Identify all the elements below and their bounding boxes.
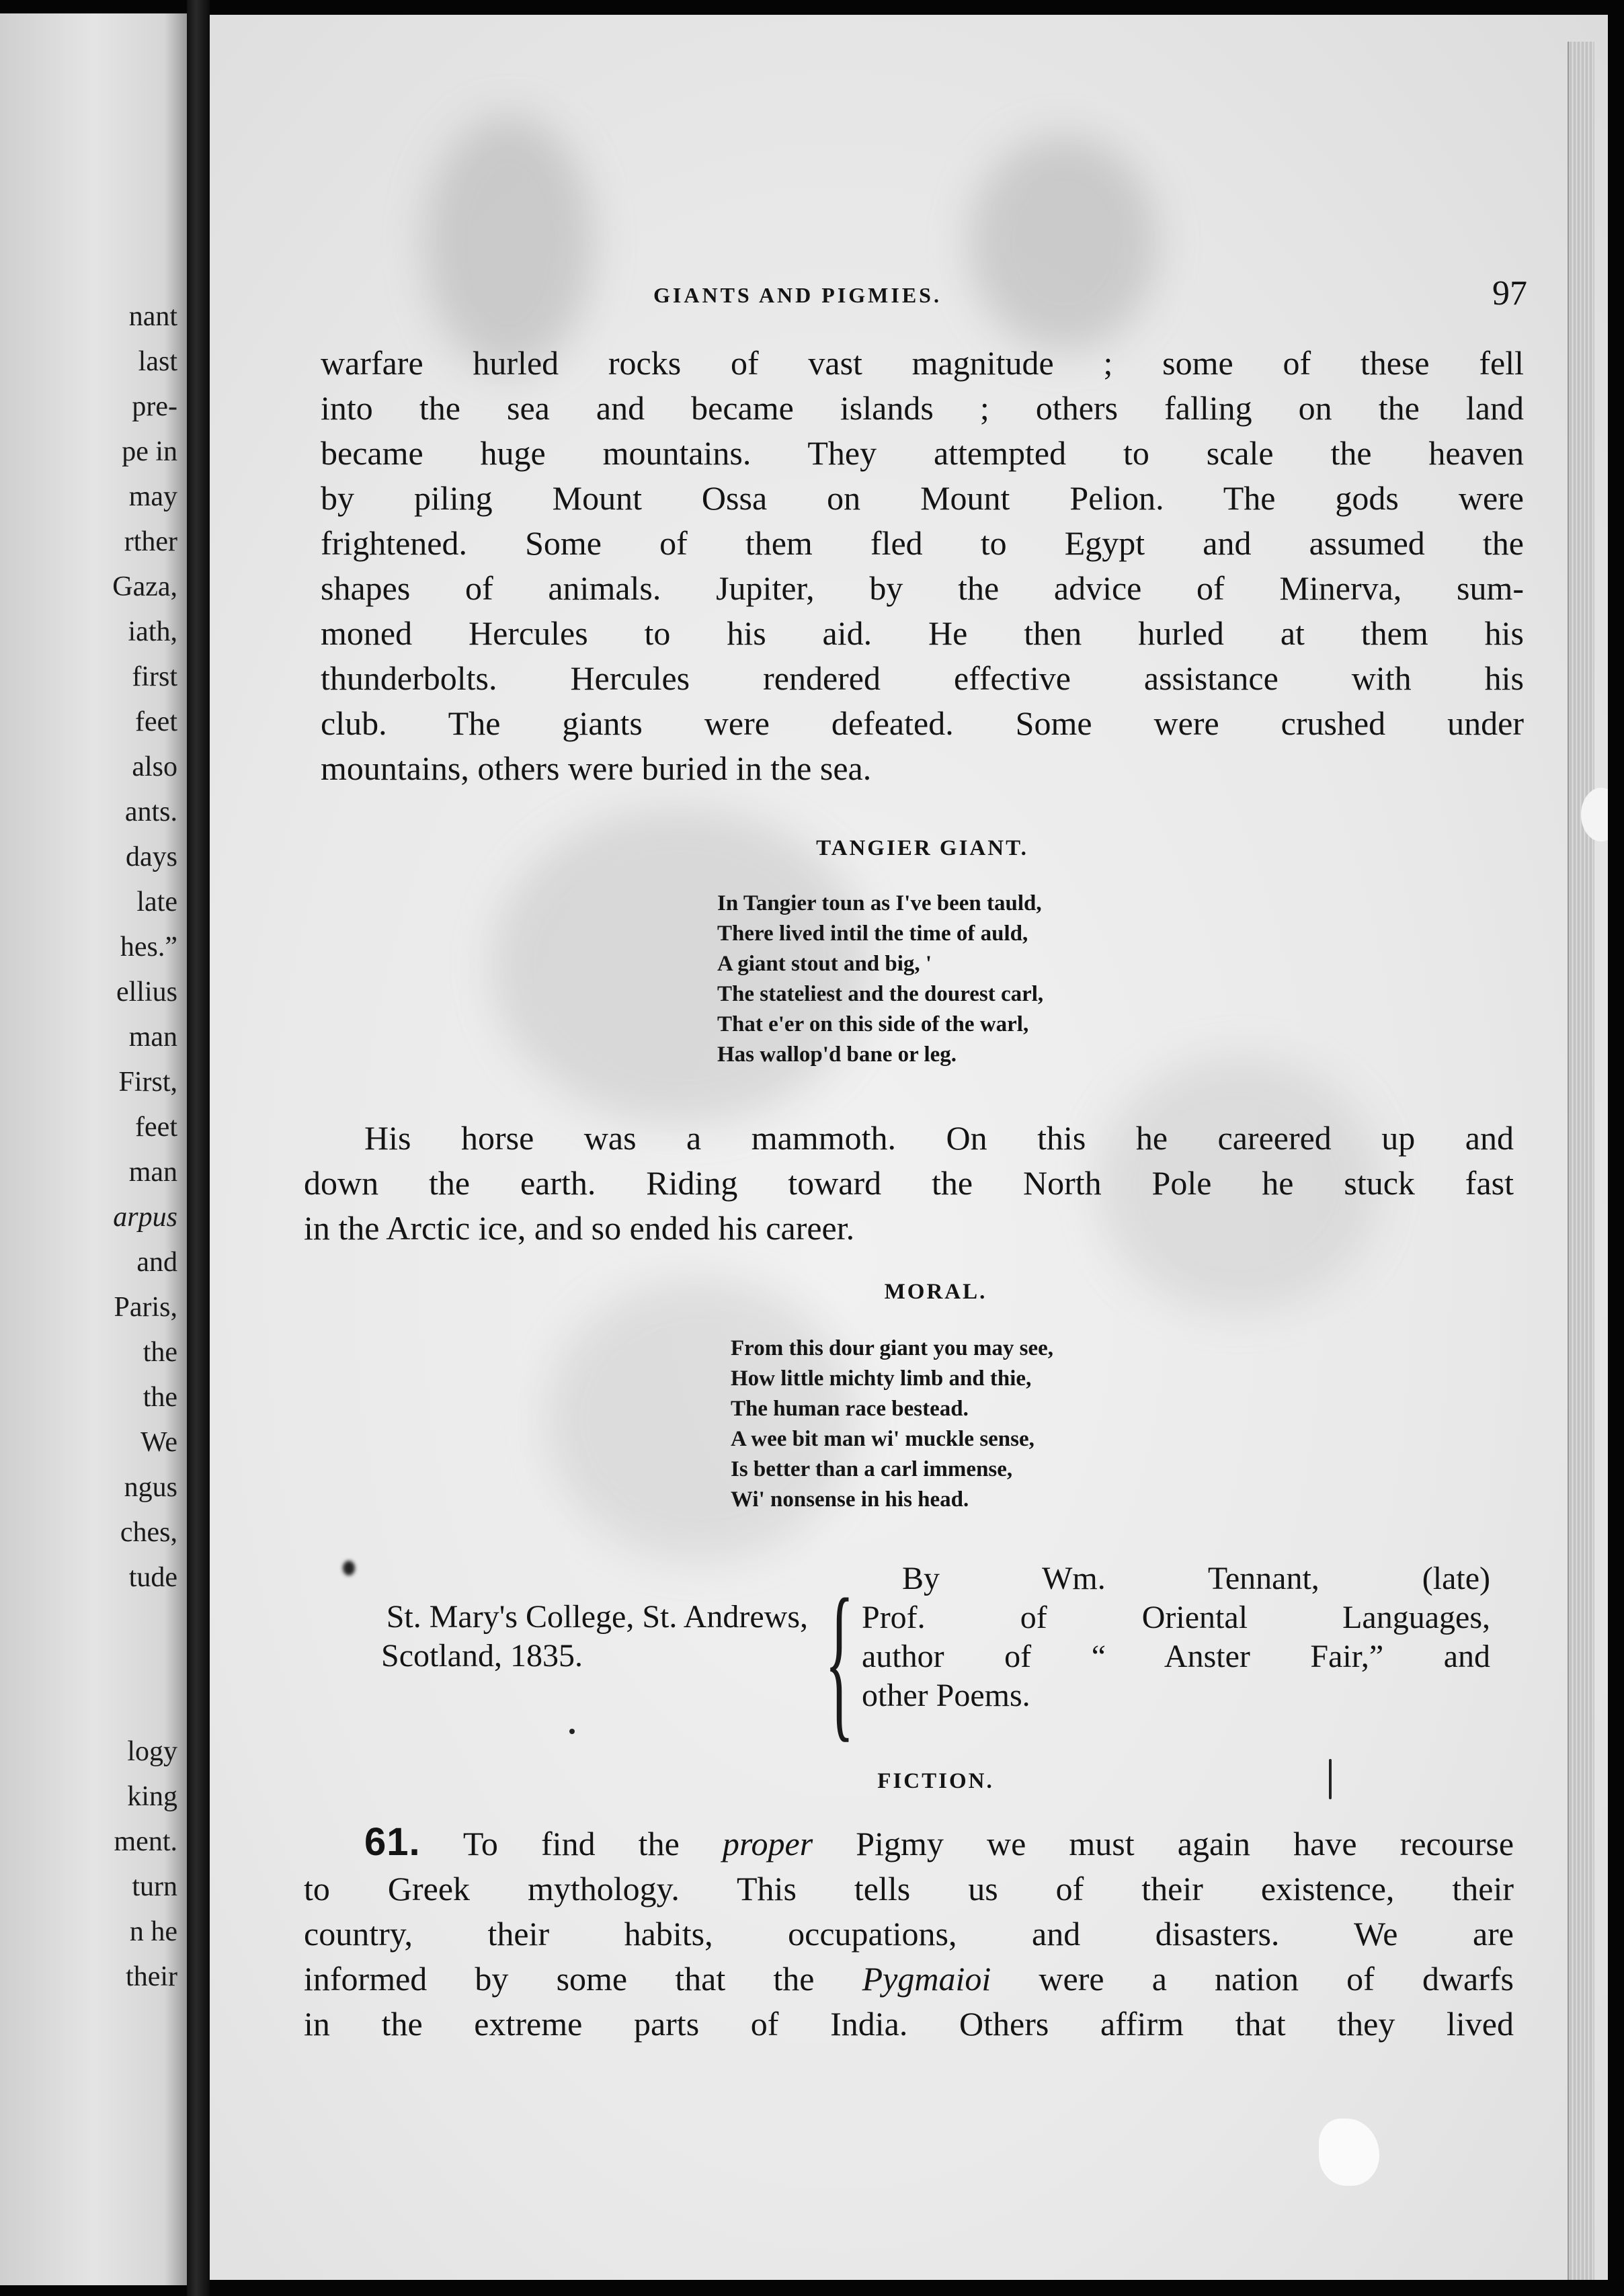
left-page-text-fragment: turn (132, 1871, 177, 1902)
paragraph-horse-mammoth (304, 1116, 1514, 1251)
text-line (304, 1957, 1514, 2002)
poem-line: The human race bestead. (731, 1397, 969, 1421)
page-stain (425, 116, 593, 371)
text-line: in the Arctic ice, and so ended his career. (304, 1209, 855, 1247)
attribution-author-line: By Wm. Tennant, (late) (902, 1561, 1490, 1596)
paper-tear (1319, 2119, 1379, 2186)
left-page-text-fragment: feet (135, 1112, 177, 1143)
paragraph-number: 61. (364, 1820, 421, 1864)
text-line: to Greek mythology. This tells us of their existence, their (304, 1870, 1514, 1908)
left-page-text-fragment: feet (135, 706, 177, 737)
poem-tangier-giant (717, 889, 1043, 1070)
attribution-author-line: other Poems. (862, 1678, 1030, 1713)
left-page-fragment (0, 13, 187, 2285)
book-gutter (187, 0, 210, 2296)
poem-line: In Tangier toun as I've been tauld, (717, 891, 1042, 915)
left-page-text-fragment: First, (118, 1067, 177, 1098)
left-page-text-fragment: tude (128, 1562, 177, 1593)
text-span: To find the (462, 1825, 680, 1862)
left-page-text-fragment: first (132, 661, 177, 692)
running-title: GIANTS AND PIGMIES. (653, 283, 942, 307)
italic-text: Pygmaioi (862, 1960, 991, 1998)
page-edges (1568, 42, 1594, 2280)
left-page-text-fragment: rther (124, 526, 177, 557)
text-line: by piling Mount Ossa on Mount Pelion. The gods were (321, 479, 1524, 517)
text-line: mountains, others were buried in the sea. (321, 749, 872, 787)
text-line (304, 1819, 1514, 1867)
left-page-text-fragment: pe in (122, 436, 177, 467)
left-page-text-fragment: nant (128, 301, 177, 332)
attribution-place (304, 1598, 808, 1676)
left-page-text-fragment: last (138, 346, 177, 377)
poem-line: Wi' nonsense in his head. (731, 1487, 969, 1512)
left-page-text-fragment: ants. (124, 796, 177, 827)
text-span: Pigmy we must again have recourse (856, 1825, 1514, 1862)
poem-line: There lived intil the time of auld, (717, 921, 1028, 946)
paragraph-giants-war (321, 341, 1524, 791)
left-page-text-fragment: hes.” (120, 932, 177, 962)
poem-line: A giant stout and big, ' (717, 952, 932, 976)
left-page-text-fragment: We (140, 1427, 177, 1458)
right-page (210, 15, 1608, 2280)
page-number: 97 (1492, 274, 1527, 313)
left-page-text-fragment: ellius (116, 977, 177, 1008)
running-head (321, 274, 1527, 321)
poem-line: A wee bit man wi' muckle sense, (731, 1427, 1034, 1451)
left-page-text-fragment: king (127, 1781, 177, 1812)
text-line: warfare hurled rocks of vast magnitude ; some of these fell (321, 344, 1524, 382)
text-line: frightened. Some of them fled to Egypt and assumed the (321, 524, 1524, 562)
text-line: His horse was a mammoth. On this he careered up and (364, 1119, 1514, 1157)
poem-line: From this dour giant you may see, (731, 1336, 1054, 1360)
section-title-fiction: FICTION. (877, 1769, 994, 1793)
left-page-text-fragment: arpus (113, 1202, 177, 1233)
attribution-place-line: St. Mary's College, St. Andrews, (386, 1599, 808, 1635)
attribution-author-line: Prof. of Oriental Languages, (862, 1600, 1490, 1635)
left-page-text-fragment: may (128, 481, 177, 512)
poem-line: How little michty limb and thie, (731, 1366, 1032, 1391)
left-page-text-fragment: days (126, 842, 177, 872)
attribution-author-line: author of “ Anster Fair,” and (862, 1639, 1490, 1674)
ink-speck (343, 1561, 355, 1575)
ink-speck (569, 1729, 575, 1734)
text-line: club. The giants were defeated. Some were crushed under (321, 704, 1524, 742)
left-page-text-fragment: the (143, 1337, 177, 1368)
text-line: moned Hercules to his aid. He then hurled at them his (321, 614, 1524, 652)
text-span: were a nation of dwarfs (1039, 1960, 1514, 1998)
text-line: became huge mountains. They attempted to scale the heaven (321, 434, 1524, 472)
text-line: thunderbolts. Hercules rendered effective assistance with his (321, 659, 1524, 697)
left-page-text-fragment: iath, (128, 616, 177, 647)
left-page-text-fragment: late (136, 887, 177, 917)
left-page-text-fragment: ches, (120, 1517, 177, 1548)
left-page-text-fragment: Paris, (114, 1292, 177, 1323)
left-page-text-fragment: n he (129, 1916, 177, 1947)
attribution-author (862, 1559, 1490, 1715)
poem-title-moral: MORAL. (884, 1280, 987, 1304)
left-page-text-fragment: the (143, 1382, 177, 1413)
left-page-text-fragment: ment. (114, 1826, 177, 1857)
text-line: in the extreme parts of India. Others affirm that they lived (304, 2005, 1514, 2043)
paragraph-fiction-61 (304, 1819, 1514, 2047)
left-page-text-fragment: man (128, 1157, 177, 1188)
poem-line: Has wallop'd bane or leg. (717, 1042, 957, 1067)
poem-line: The stateliest and the dourest carl, (717, 982, 1044, 1006)
text-line: shapes of animals. Jupiter, by the advice of Minerva, sum- (321, 569, 1524, 607)
left-page-text-fragment: their (126, 1961, 177, 1992)
left-page-text-fragment: and (136, 1247, 177, 1278)
text-span: informed by some that the (304, 1960, 815, 1998)
ink-speck (1329, 1759, 1332, 1799)
poem-line: Is better than a carl immense, (731, 1457, 1013, 1481)
attribution-place-line: Scotland, 1835. (381, 1638, 583, 1674)
text-line: down the earth. Riding toward the North Pole he stuck fast (304, 1164, 1514, 1202)
left-page-text-fragment: man (128, 1022, 177, 1053)
left-page-text-fragment: Gaza, (112, 571, 177, 602)
text-line: country, their habits, occupations, and disasters. We are (304, 1915, 1514, 1953)
text-line: into the sea and became islands ; others falling on the land (321, 389, 1524, 427)
left-page-text-fragment: pre- (132, 391, 177, 422)
left-page-text-fragment: logy (127, 1736, 177, 1767)
poem-title-tangier-giant: TANGIER GIANT. (816, 836, 1028, 860)
left-page-text-fragment: also (132, 751, 177, 782)
left-page-text-fragment: ngus (124, 1472, 177, 1503)
brace-glyph: { (825, 1563, 854, 1757)
poem-line: That e'er on this side of the warl, (717, 1012, 1029, 1036)
italic-text: proper (722, 1825, 813, 1862)
poem-moral (731, 1334, 1053, 1515)
